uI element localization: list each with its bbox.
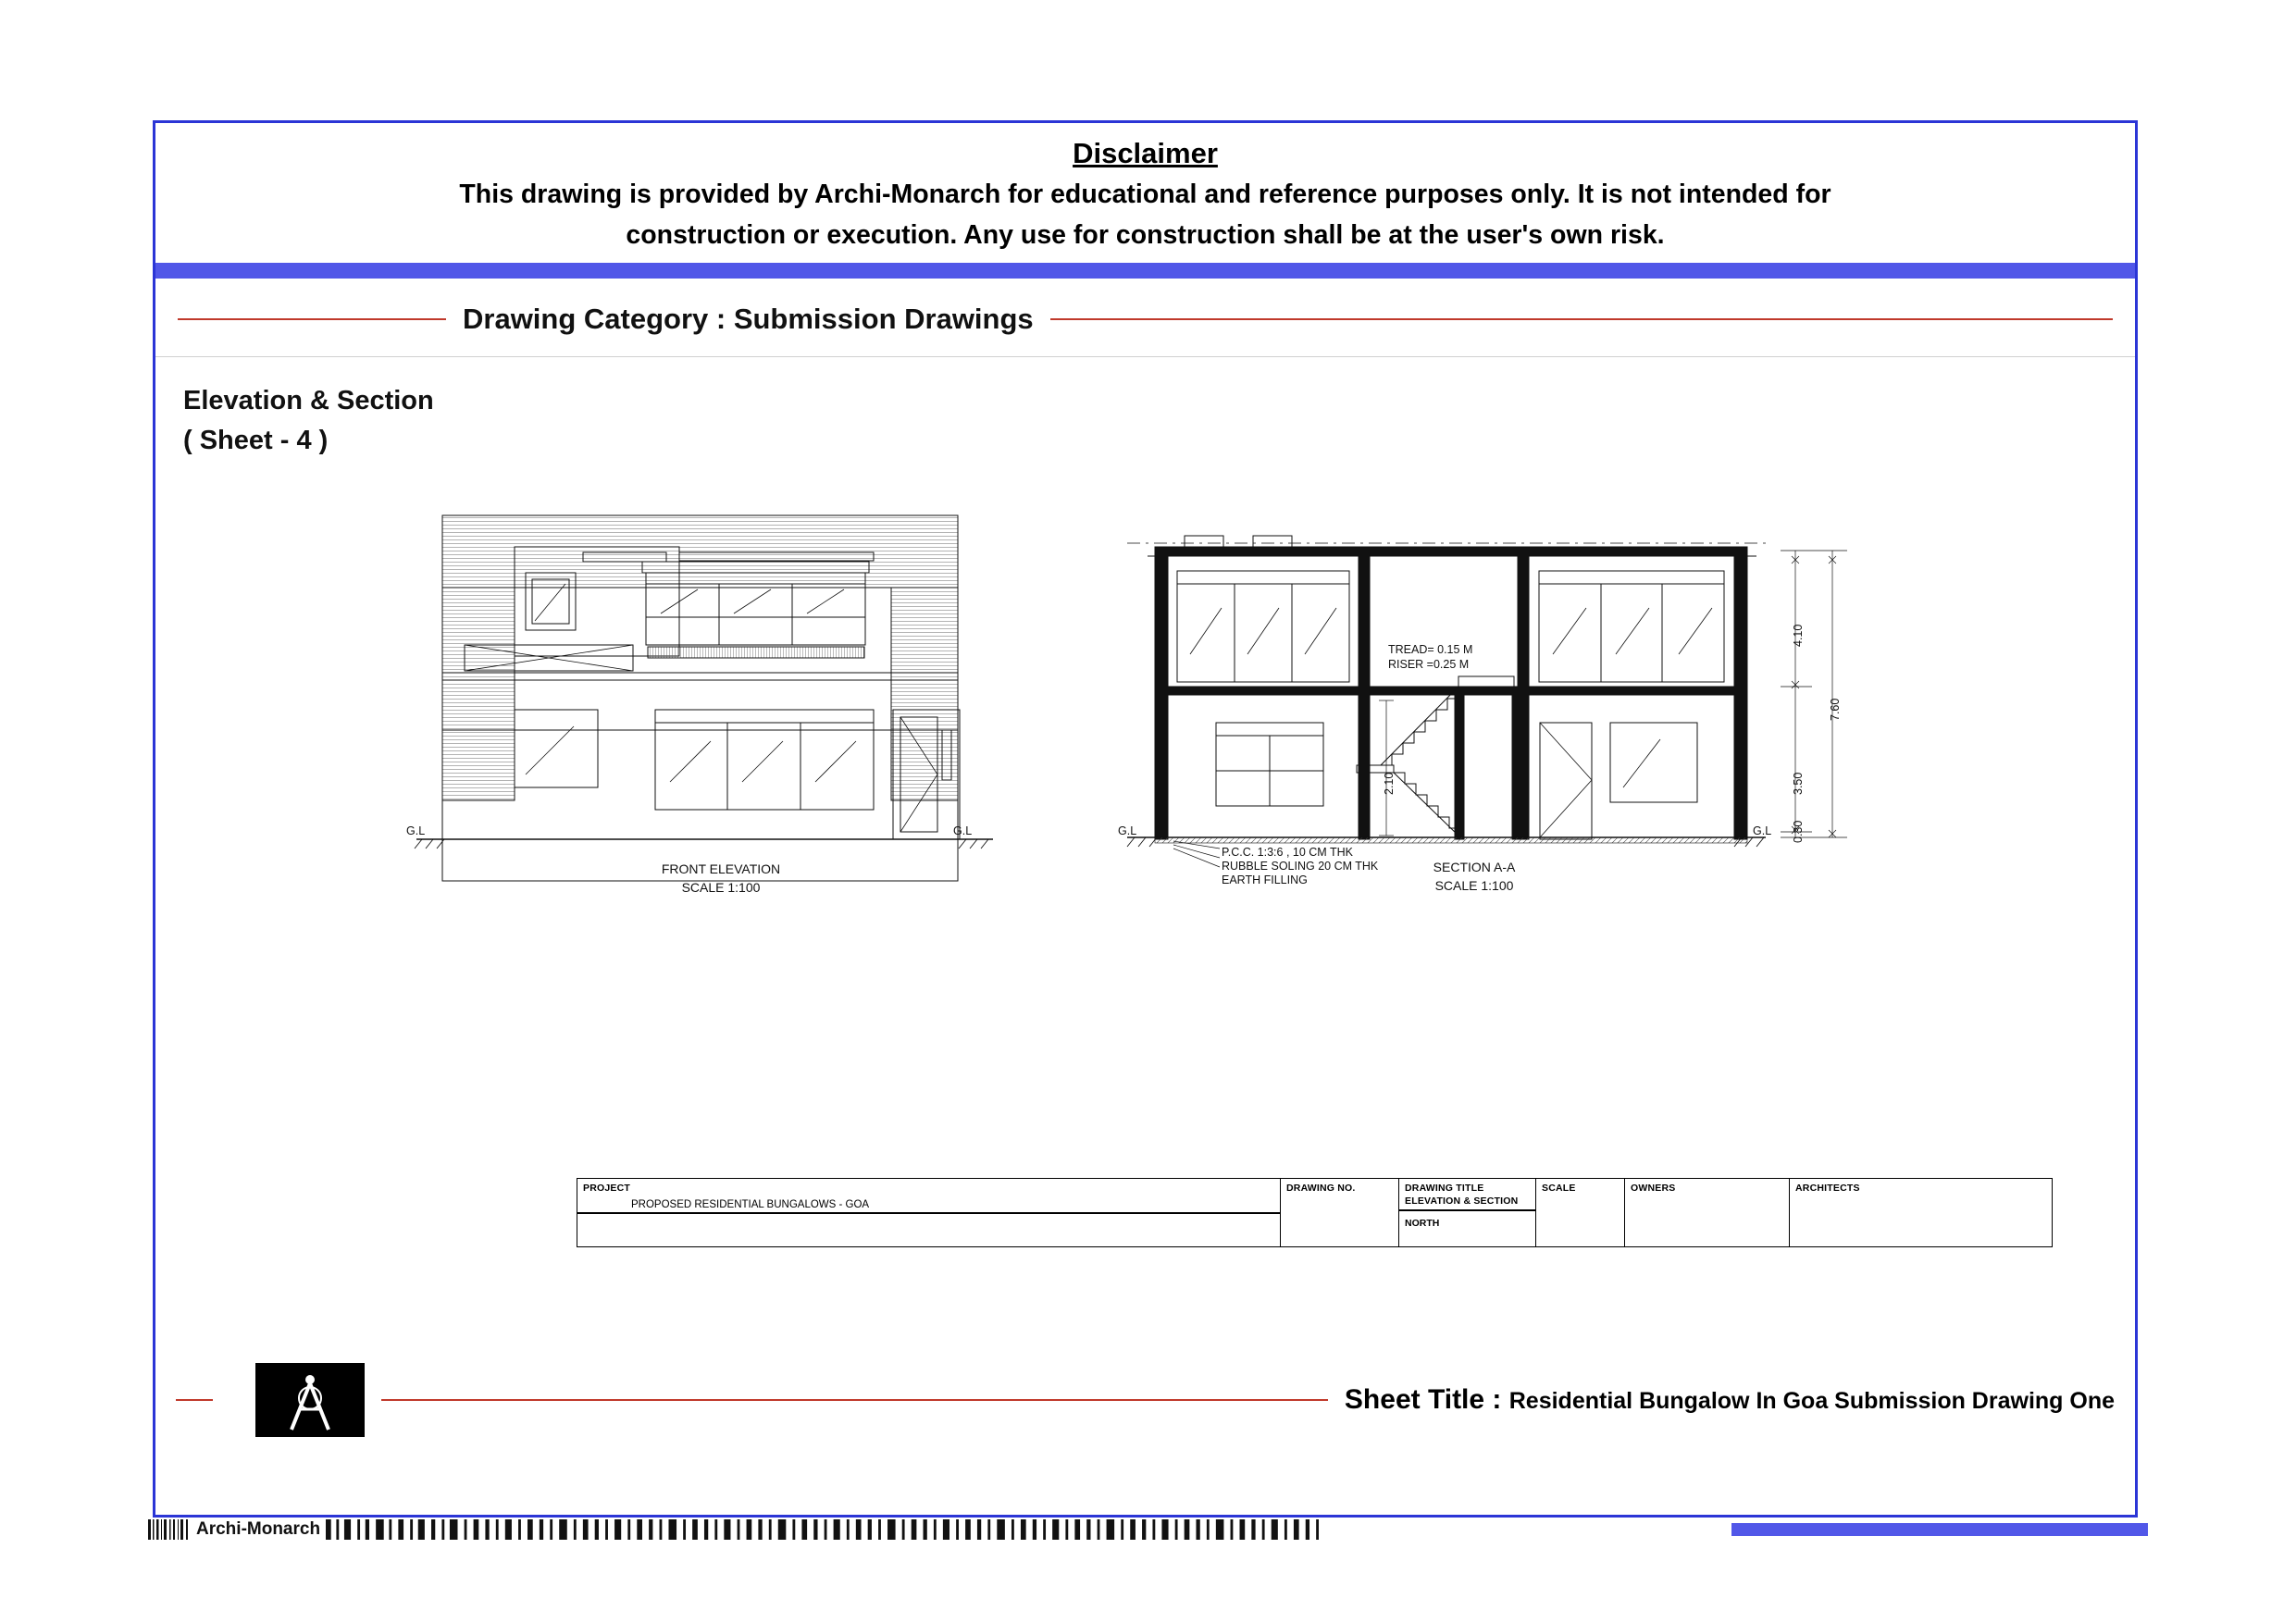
title-block bbox=[577, 1178, 2053, 1247]
sheet-footer bbox=[155, 1357, 2135, 1443]
footer-sheet-title-label: Sheet Title : bbox=[1344, 1384, 1502, 1415]
section-dim-4-10: 4.10 bbox=[1792, 624, 1805, 647]
sheet-heading: Elevation & Section bbox=[183, 385, 434, 415]
drawing-sheet bbox=[153, 120, 2138, 1518]
section-gl-left-label: G.L bbox=[1118, 824, 1137, 837]
elevation-gl-left-label: G.L bbox=[406, 824, 426, 837]
section-note-riser: RISER =0.25 M bbox=[1388, 657, 1470, 671]
title-block-north-label: NORTH bbox=[1405, 1218, 1440, 1229]
title-block-drawing-no-caption: DRAWING NO. bbox=[1286, 1183, 1356, 1194]
section-scale: SCALE 1:100 bbox=[1434, 877, 1514, 893]
section-dim-7-60: 7.60 bbox=[1829, 698, 1842, 721]
title-block-scale-caption: SCALE bbox=[1542, 1183, 1576, 1194]
barcode-right-icon bbox=[326, 1519, 1723, 1540]
title-block-drawing-title bbox=[1399, 1179, 1536, 1246]
sheet-label-block bbox=[155, 357, 2135, 462]
disclaimer-block bbox=[155, 123, 2135, 263]
drawing-category-label: Drawing Category : Submission Drawings bbox=[463, 302, 1034, 335]
barcode-strip bbox=[148, 1518, 2148, 1542]
section-dim-interior: 2.10 bbox=[1383, 772, 1396, 795]
compass-icon bbox=[271, 1370, 349, 1437]
section-note-tread: TREAD= 0.15 M bbox=[1388, 642, 1473, 656]
disclaimer-line-1: This drawing is provided by Archi-Monarch for educational and reference purposes only. It is not intended for bbox=[459, 179, 1831, 209]
title-block-drawing-title-divider bbox=[1399, 1209, 1535, 1211]
disclaimer-title: Disclaimer bbox=[1073, 137, 1218, 169]
section-dim-3-50: 3.50 bbox=[1792, 772, 1805, 795]
title-block-drawing-title-value: ELEVATION & SECTION bbox=[1405, 1196, 1519, 1207]
drawing-category-row bbox=[155, 279, 2135, 336]
title-block-owners-caption: OWNERS bbox=[1631, 1183, 1676, 1194]
elevation-title: FRONT ELEVATION bbox=[661, 861, 781, 876]
section-floor-note-pcc: P.C.C. 1:3:6 , 10 CM THK bbox=[1222, 845, 1353, 859]
title-block-drawing-no bbox=[1281, 1179, 1399, 1246]
elevation-gl-right-label: G.L bbox=[953, 824, 973, 837]
footer-sheet-title bbox=[1345, 1384, 2115, 1416]
title-block-architects bbox=[1790, 1179, 2052, 1246]
footer-blue-bar bbox=[1731, 1523, 2148, 1536]
title-block-scale bbox=[1536, 1179, 1625, 1246]
sheet-number: ( Sheet - 4 ) bbox=[183, 426, 329, 456]
section-gl-right-label: G.L bbox=[1753, 824, 1772, 837]
drawing-canvas bbox=[155, 462, 2135, 1183]
elevation-scale: SCALE 1:100 bbox=[681, 879, 761, 895]
footer-rule bbox=[381, 1399, 1328, 1401]
section-title: SECTION A-A bbox=[1433, 859, 1516, 874]
disclaimer-line-2: construction or execution. Any use for construction shall be at the user's own risk. bbox=[626, 219, 1665, 250]
barcode-left-icon bbox=[148, 1519, 191, 1540]
footer-dash bbox=[176, 1399, 213, 1401]
blue-divider-bar bbox=[155, 263, 2135, 279]
title-block-project-value: PROPOSED RESIDENTIAL BUNGALOWS - GOA bbox=[631, 1199, 870, 1210]
category-rule-right bbox=[1050, 318, 2113, 320]
brand-name: Archi-Monarch bbox=[196, 1519, 321, 1539]
section-floor-note-earth: EARTH FILLING bbox=[1222, 873, 1308, 886]
footer-sheet-title-value: Residential Bungalow In Goa Submission Drawing One bbox=[1508, 1388, 2115, 1414]
section-floor-note-rubble: RUBBLE SOLING 20 CM THK bbox=[1222, 859, 1379, 873]
title-block-owners bbox=[1625, 1179, 1790, 1246]
title-block-project-caption: PROJECT bbox=[583, 1183, 630, 1194]
title-block-project-divider bbox=[577, 1212, 1280, 1214]
architectural-drawings-svg bbox=[155, 462, 2136, 1183]
title-block-project bbox=[577, 1179, 1281, 1246]
title-block-drawing-title-caption: DRAWING TITLE bbox=[1405, 1183, 1484, 1194]
archi-monarch-logo bbox=[255, 1363, 365, 1437]
title-block-architects-caption: ARCHITECTS bbox=[1795, 1183, 1860, 1194]
section-dim-0-30: 0.30 bbox=[1792, 820, 1805, 843]
category-rule-left bbox=[178, 318, 446, 320]
